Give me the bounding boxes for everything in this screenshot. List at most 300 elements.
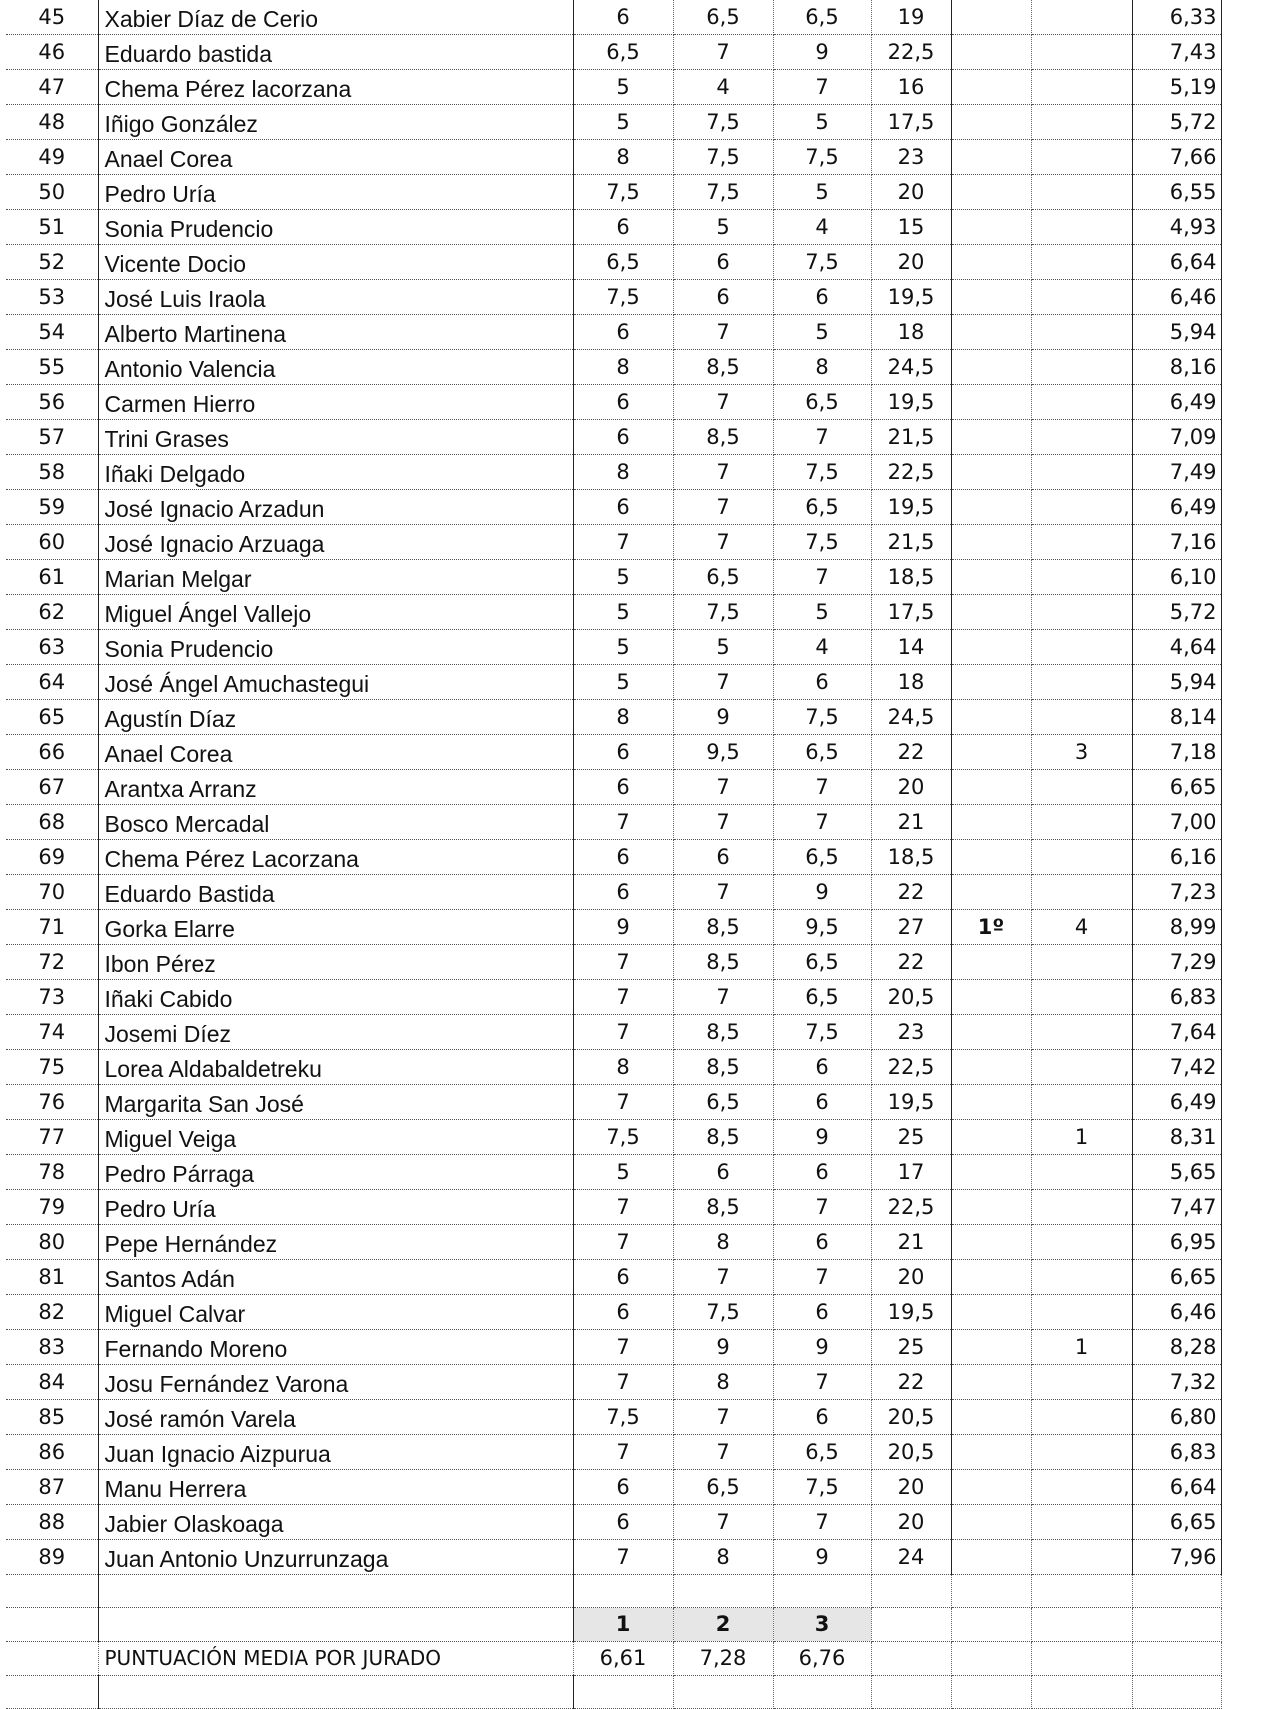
prize-cell — [951, 630, 1031, 665]
jury-header-row — [6, 1608, 1221, 1642]
jury-2-score: 7,5 — [673, 105, 773, 140]
participant-name: José Ángel Amuchastegui — [98, 665, 573, 700]
public-votes — [1031, 455, 1132, 490]
prize-cell — [951, 1155, 1031, 1190]
jury-1-score: 7 — [573, 1190, 673, 1225]
jury-1-score: 6 — [573, 210, 673, 245]
jury-3-score: 8 — [773, 350, 871, 385]
jury-2-score: 8,5 — [673, 910, 773, 945]
jury-2-header: 2 — [673, 1608, 773, 1642]
jury-2-score: 8,5 — [673, 420, 773, 455]
participant-name: Juan Antonio Unzurrunzaga — [98, 1540, 573, 1575]
row-number: 55 — [6, 350, 98, 385]
row-number: 84 — [6, 1365, 98, 1400]
jury-3-score: 9 — [773, 1540, 871, 1575]
participant-name: Miguel Calvar — [98, 1295, 573, 1330]
jury-3-score: 5 — [773, 175, 871, 210]
jury-1-score: 8 — [573, 700, 673, 735]
total-score: 24,5 — [871, 350, 951, 385]
participant-name: José Ignacio Arzuaga — [98, 525, 573, 560]
table-row — [6, 1295, 1221, 1330]
jury-3-score: 7 — [773, 420, 871, 455]
jury-2-score: 6,5 — [673, 0, 773, 35]
row-number: 64 — [6, 665, 98, 700]
public-votes — [1031, 1155, 1132, 1190]
row-number: 79 — [6, 1190, 98, 1225]
average-score: 7,29 — [1132, 945, 1221, 980]
participant-name: Pedro Uría — [98, 1190, 573, 1225]
total-score: 22,5 — [871, 455, 951, 490]
jury-1-score: 6 — [573, 490, 673, 525]
public-votes — [1031, 175, 1132, 210]
jury-1-score: 7 — [573, 1435, 673, 1470]
jury-1-score: 5 — [573, 105, 673, 140]
average-score: 5,94 — [1132, 315, 1221, 350]
prize-cell — [951, 280, 1031, 315]
public-votes — [1031, 945, 1132, 980]
total-score: 22 — [871, 875, 951, 910]
average-score: 6,46 — [1132, 280, 1221, 315]
average-score: 5,19 — [1132, 70, 1221, 105]
table-row — [6, 140, 1221, 175]
public-votes — [1031, 1295, 1132, 1330]
average-score: 6,49 — [1132, 1085, 1221, 1120]
jury-1-score: 7 — [573, 1085, 673, 1120]
jury-1-score: 9 — [573, 910, 673, 945]
table-row — [6, 805, 1221, 840]
row-number: 70 — [6, 875, 98, 910]
average-score: 6,16 — [1132, 840, 1221, 875]
prize-cell — [951, 700, 1031, 735]
scores-table — [6, 0, 1222, 1709]
public-votes — [1031, 665, 1132, 700]
average-score: 7,32 — [1132, 1365, 1221, 1400]
average-score: 6,83 — [1132, 980, 1221, 1015]
prize-cell — [951, 245, 1031, 280]
total-score: 20,5 — [871, 1435, 951, 1470]
participant-name: Arantxa Arranz — [98, 770, 573, 805]
average-score: 7,64 — [1132, 1015, 1221, 1050]
average-score: 7,09 — [1132, 420, 1221, 455]
table-row — [6, 1225, 1221, 1260]
jury-3-score: 6 — [773, 1085, 871, 1120]
total-score: 18 — [871, 315, 951, 350]
average-score: 8,28 — [1132, 1330, 1221, 1365]
participant-name: José Ignacio Arzadun — [98, 490, 573, 525]
jury-1-score: 7 — [573, 1015, 673, 1050]
jury-3-score: 7 — [773, 1190, 871, 1225]
jury-1-mean: 6,61 — [573, 1642, 673, 1676]
jury-2-score: 6 — [673, 840, 773, 875]
row-number: 71 — [6, 910, 98, 945]
total-score: 19,5 — [871, 1295, 951, 1330]
jury-2-score: 7,5 — [673, 175, 773, 210]
jury-2-score: 7 — [673, 490, 773, 525]
prize-cell — [951, 1050, 1031, 1085]
jury-1-score: 8 — [573, 1050, 673, 1085]
jury-2-score: 7 — [673, 35, 773, 70]
prize-cell — [951, 945, 1031, 980]
jury-2-score: 7 — [673, 665, 773, 700]
table-row — [6, 980, 1221, 1015]
table-row — [6, 350, 1221, 385]
row-number: 61 — [6, 560, 98, 595]
participant-name: Bosco Mercadal — [98, 805, 573, 840]
participant-name: Anael Corea — [98, 140, 573, 175]
jury-3-score: 7 — [773, 1260, 871, 1295]
public-votes — [1031, 140, 1132, 175]
total-score: 22 — [871, 1365, 951, 1400]
total-score: 20 — [871, 770, 951, 805]
prize-cell — [951, 1295, 1031, 1330]
prize-cell — [951, 1120, 1031, 1155]
blank-row — [6, 1676, 1221, 1709]
prize-cell — [951, 35, 1031, 70]
prize-cell — [951, 0, 1031, 35]
average-score: 7,00 — [1132, 805, 1221, 840]
average-score: 6,83 — [1132, 1435, 1221, 1470]
jury-1-score: 7 — [573, 1225, 673, 1260]
jury-3-score: 6 — [773, 1225, 871, 1260]
jury-3-score: 9 — [773, 35, 871, 70]
average-score: 6,49 — [1132, 385, 1221, 420]
row-number: 73 — [6, 980, 98, 1015]
total-score: 21,5 — [871, 420, 951, 455]
total-score: 19,5 — [871, 490, 951, 525]
average-score: 7,43 — [1132, 35, 1221, 70]
jury-1-score: 6 — [573, 315, 673, 350]
participant-name: Gorka Elarre — [98, 910, 573, 945]
row-number: 56 — [6, 385, 98, 420]
jury-2-score: 4 — [673, 70, 773, 105]
jury-1-score: 8 — [573, 455, 673, 490]
table-row — [6, 700, 1221, 735]
average-score: 7,96 — [1132, 1540, 1221, 1575]
total-score: 23 — [871, 1015, 951, 1050]
table-row — [6, 1505, 1221, 1540]
participant-name: José ramón Varela — [98, 1400, 573, 1435]
average-score: 6,55 — [1132, 175, 1221, 210]
jury-2-score: 8,5 — [673, 1190, 773, 1225]
total-score: 19,5 — [871, 1085, 951, 1120]
jury-1-score: 7 — [573, 1540, 673, 1575]
jury-3-score: 7,5 — [773, 1015, 871, 1050]
jury-3-score: 9 — [773, 875, 871, 910]
row-number: 81 — [6, 1260, 98, 1295]
jury-3-score: 6 — [773, 1295, 871, 1330]
total-score: 25 — [871, 1120, 951, 1155]
jury-2-score: 7 — [673, 980, 773, 1015]
total-score: 25 — [871, 1330, 951, 1365]
jury-1-score: 5 — [573, 1155, 673, 1190]
jury-1-score: 7,5 — [573, 175, 673, 210]
average-score: 7,23 — [1132, 875, 1221, 910]
scores-table-footer — [6, 1575, 1221, 1709]
prize-cell — [951, 210, 1031, 245]
participant-name: Fernando Moreno — [98, 1330, 573, 1365]
public-votes: 3 — [1031, 735, 1132, 770]
table-row — [6, 175, 1221, 210]
table-row — [6, 1190, 1221, 1225]
jury-2-score: 9 — [673, 700, 773, 735]
average-score: 6,65 — [1132, 1260, 1221, 1295]
row-number: 58 — [6, 455, 98, 490]
jury-3-score: 4 — [773, 210, 871, 245]
average-score: 6,46 — [1132, 1295, 1221, 1330]
table-row — [6, 735, 1221, 770]
average-score: 6,64 — [1132, 1470, 1221, 1505]
row-number: 78 — [6, 1155, 98, 1190]
jury-2-score: 8,5 — [673, 1015, 773, 1050]
jury-1-score: 6 — [573, 1295, 673, 1330]
table-row — [6, 630, 1221, 665]
public-votes — [1031, 280, 1132, 315]
public-votes — [1031, 805, 1132, 840]
participant-name: Sonia Prudencio — [98, 630, 573, 665]
table-row — [6, 910, 1221, 945]
participant-name: Manu Herrera — [98, 1470, 573, 1505]
jury-mean-row — [6, 1642, 1221, 1676]
participant-name: Jabier Olaskoaga — [98, 1505, 573, 1540]
participant-name: Iñigo González — [98, 105, 573, 140]
jury-2-score: 7 — [673, 1260, 773, 1295]
table-row — [6, 560, 1221, 595]
jury-1-score: 8 — [573, 350, 673, 385]
row-number: 53 — [6, 280, 98, 315]
jury-2-score: 6 — [673, 280, 773, 315]
average-score: 6,49 — [1132, 490, 1221, 525]
participant-name: Vicente Docio — [98, 245, 573, 280]
total-score: 18,5 — [871, 560, 951, 595]
public-votes — [1031, 1015, 1132, 1050]
participant-name: José Luis Iraola — [98, 280, 573, 315]
public-votes: 1 — [1031, 1330, 1132, 1365]
total-score: 18 — [871, 665, 951, 700]
row-number: 57 — [6, 420, 98, 455]
average-score: 4,64 — [1132, 630, 1221, 665]
public-votes — [1031, 0, 1132, 35]
public-votes — [1031, 1260, 1132, 1295]
jury-2-score: 6 — [673, 1155, 773, 1190]
jury-3-score: 6,5 — [773, 945, 871, 980]
total-score: 22,5 — [871, 1190, 951, 1225]
jury-1-score: 7,5 — [573, 1400, 673, 1435]
total-score: 27 — [871, 910, 951, 945]
total-score: 21 — [871, 1225, 951, 1260]
prize-cell — [951, 735, 1031, 770]
public-votes — [1031, 1400, 1132, 1435]
row-number: 65 — [6, 700, 98, 735]
jury-2-score: 5 — [673, 210, 773, 245]
jury-3-score: 6,5 — [773, 735, 871, 770]
row-number: 67 — [6, 770, 98, 805]
jury-2-score: 7 — [673, 1505, 773, 1540]
total-score: 16 — [871, 70, 951, 105]
participant-name: Alberto Martinena — [98, 315, 573, 350]
row-number: 54 — [6, 315, 98, 350]
public-votes — [1031, 420, 1132, 455]
jury-3-score: 7,5 — [773, 1470, 871, 1505]
public-votes — [1031, 385, 1132, 420]
jury-3-score: 9,5 — [773, 910, 871, 945]
row-number: 51 — [6, 210, 98, 245]
participant-name: Xabier Díaz de Cerio — [98, 0, 573, 35]
total-score: 23 — [871, 140, 951, 175]
row-number: 52 — [6, 245, 98, 280]
public-votes — [1031, 105, 1132, 140]
row-number: 76 — [6, 1085, 98, 1120]
row-number: 59 — [6, 490, 98, 525]
participant-name: Margarita San José — [98, 1085, 573, 1120]
average-score: 8,31 — [1132, 1120, 1221, 1155]
row-number: 47 — [6, 70, 98, 105]
total-score: 22 — [871, 945, 951, 980]
participant-name: Anael Corea — [98, 735, 573, 770]
participant-name: Agustín Díaz — [98, 700, 573, 735]
jury-3-score: 6,5 — [773, 490, 871, 525]
jury-3-header: 3 — [773, 1608, 871, 1642]
table-row — [6, 245, 1221, 280]
prize-cell — [951, 70, 1031, 105]
table-row — [6, 1015, 1221, 1050]
row-number: 46 — [6, 35, 98, 70]
prize-cell — [951, 525, 1031, 560]
jury-3-score: 7 — [773, 70, 871, 105]
jury-3-score: 7 — [773, 1365, 871, 1400]
jury-2-score: 8 — [673, 1365, 773, 1400]
public-votes — [1031, 1540, 1132, 1575]
jury-3-mean: 6,76 — [773, 1642, 871, 1676]
table-row — [6, 70, 1221, 105]
jury-1-score: 8 — [573, 140, 673, 175]
average-score: 6,33 — [1132, 0, 1221, 35]
prize-cell — [951, 1540, 1031, 1575]
total-score: 18,5 — [871, 840, 951, 875]
jury-2-score: 7 — [673, 1435, 773, 1470]
table-row — [6, 1050, 1221, 1085]
participant-name: Eduardo Bastida — [98, 875, 573, 910]
jury-2-score: 6,5 — [673, 1085, 773, 1120]
table-row — [6, 385, 1221, 420]
table-row — [6, 1330, 1221, 1365]
average-score: 8,14 — [1132, 700, 1221, 735]
table-row — [6, 210, 1221, 245]
participant-name: Marian Melgar — [98, 560, 573, 595]
scores-table-body — [6, 0, 1221, 1575]
total-score: 21 — [871, 805, 951, 840]
public-votes — [1031, 630, 1132, 665]
average-score: 7,16 — [1132, 525, 1221, 560]
prize-cell — [951, 350, 1031, 385]
table-row — [6, 665, 1221, 700]
jury-3-score: 6 — [773, 1400, 871, 1435]
participant-name: Carmen Hierro — [98, 385, 573, 420]
jury-1-header: 1 — [573, 1608, 673, 1642]
jury-3-score: 5 — [773, 105, 871, 140]
table-row — [6, 0, 1221, 35]
jury-3-score: 9 — [773, 1330, 871, 1365]
total-score: 20 — [871, 1260, 951, 1295]
public-votes — [1031, 1365, 1132, 1400]
participant-name: Lorea Aldabaldetreku — [98, 1050, 573, 1085]
total-score: 17,5 — [871, 105, 951, 140]
public-votes — [1031, 1225, 1132, 1260]
jury-2-score: 9 — [673, 1330, 773, 1365]
prize-cell — [951, 1015, 1031, 1050]
participant-name: Chema Pérez lacorzana — [98, 70, 573, 105]
table-row — [6, 1365, 1221, 1400]
total-score: 20 — [871, 245, 951, 280]
total-score: 21,5 — [871, 525, 951, 560]
jury-3-score: 7,5 — [773, 140, 871, 175]
table-row — [6, 455, 1221, 490]
row-number: 45 — [6, 0, 98, 35]
table-row — [6, 1435, 1221, 1470]
jury-2-score: 6,5 — [673, 1470, 773, 1505]
prize-cell — [951, 1225, 1031, 1260]
average-score: 6,64 — [1132, 245, 1221, 280]
row-number: 77 — [6, 1120, 98, 1155]
total-score: 19,5 — [871, 385, 951, 420]
total-score: 20,5 — [871, 980, 951, 1015]
prize-cell — [951, 1400, 1031, 1435]
public-votes — [1031, 245, 1132, 280]
public-votes — [1031, 1190, 1132, 1225]
prize-cell — [951, 315, 1031, 350]
row-number: 69 — [6, 840, 98, 875]
table-row — [6, 1120, 1221, 1155]
table-row — [6, 595, 1221, 630]
public-votes — [1031, 1435, 1132, 1470]
prize-cell — [951, 175, 1031, 210]
jury-2-score: 8 — [673, 1540, 773, 1575]
jury-2-score: 8,5 — [673, 945, 773, 980]
row-number: 86 — [6, 1435, 98, 1470]
jury-2-score: 6 — [673, 245, 773, 280]
table-row — [6, 1085, 1221, 1120]
jury-1-score: 6 — [573, 1470, 673, 1505]
public-votes — [1031, 595, 1132, 630]
total-score: 22,5 — [871, 35, 951, 70]
average-score: 7,42 — [1132, 1050, 1221, 1085]
jury-2-score: 7 — [673, 1400, 773, 1435]
jury-3-score: 7,5 — [773, 700, 871, 735]
jury-2-score: 7 — [673, 805, 773, 840]
total-score: 20 — [871, 1505, 951, 1540]
average-score: 5,94 — [1132, 665, 1221, 700]
prize-cell — [951, 385, 1031, 420]
jury-1-score: 5 — [573, 630, 673, 665]
row-number: 66 — [6, 735, 98, 770]
total-score: 14 — [871, 630, 951, 665]
jury-2-score: 7,5 — [673, 595, 773, 630]
participant-name: Juan Ignacio Aizpurua — [98, 1435, 573, 1470]
total-score: 20 — [871, 175, 951, 210]
total-score: 19 — [871, 0, 951, 35]
table-row — [6, 1540, 1221, 1575]
jury-3-score: 6,5 — [773, 980, 871, 1015]
table-row — [6, 105, 1221, 140]
row-number: 89 — [6, 1540, 98, 1575]
table-row — [6, 490, 1221, 525]
total-score: 19,5 — [871, 280, 951, 315]
table-row — [6, 770, 1221, 805]
public-votes — [1031, 525, 1132, 560]
row-number: 80 — [6, 1225, 98, 1260]
jury-2-score: 7 — [673, 525, 773, 560]
average-score: 7,66 — [1132, 140, 1221, 175]
table-row — [6, 840, 1221, 875]
